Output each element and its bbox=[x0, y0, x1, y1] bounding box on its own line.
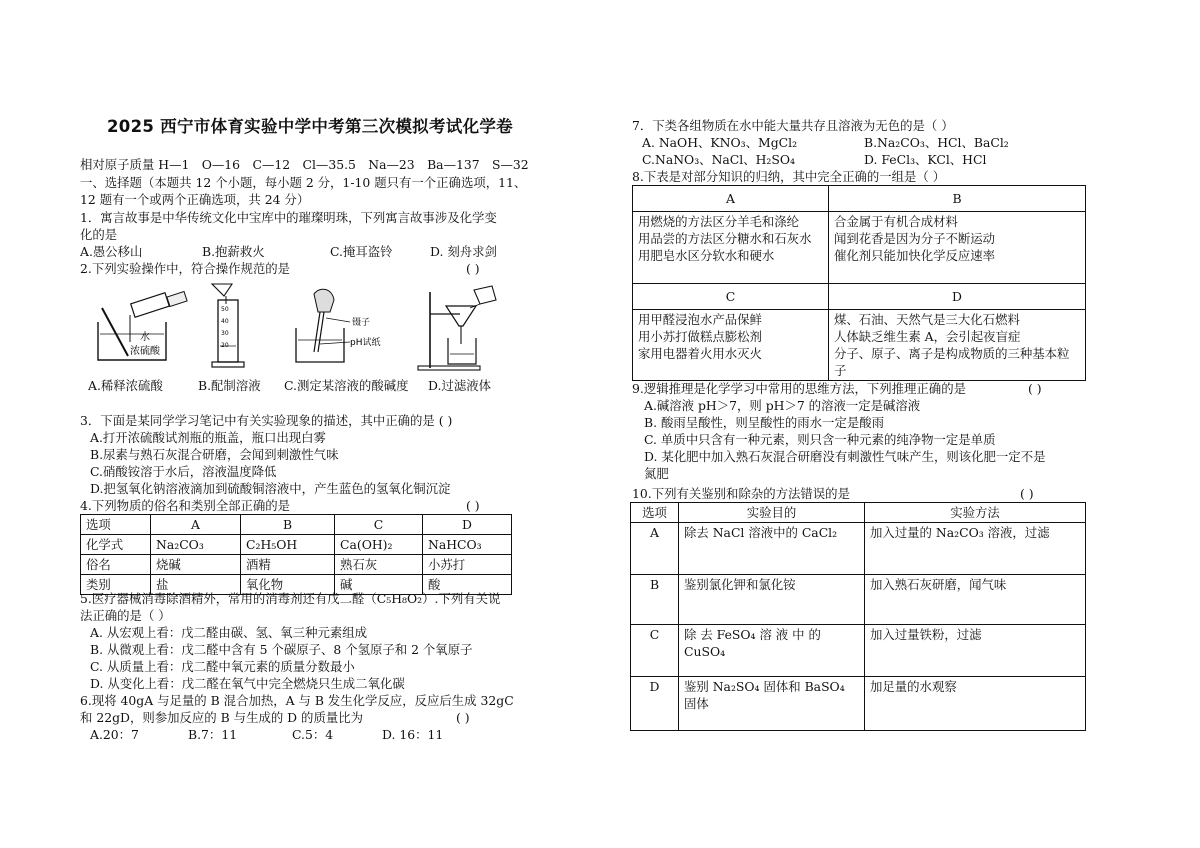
section-heading-line2: 12 题有一个或两个正确选项，共 24 分） bbox=[80, 192, 310, 207]
q5-option-a[interactable]: A. 从宏观上看：戊二醛由碳、氢、氧三种元素组成 bbox=[90, 625, 368, 640]
table-cell: C₂H₅OH bbox=[241, 535, 335, 555]
table-cell: A bbox=[151, 515, 241, 535]
q10-table bbox=[630, 502, 1086, 731]
q10-goal-line2: CuSO₄ bbox=[684, 644, 726, 659]
q8-d-line: 人体缺乏维生素 A，会引起夜盲症 bbox=[834, 329, 1021, 344]
table-row bbox=[631, 677, 1086, 731]
ph-paper-label: pH试纸 bbox=[350, 338, 381, 348]
q2-option-d[interactable]: D.过滤液体 bbox=[428, 378, 491, 393]
filtration-apparatus-icon bbox=[418, 286, 496, 370]
acid-label: 浓硫酸 bbox=[130, 346, 160, 357]
q8-d-line: 分子、原子、离子是构成物质的三种基本粒 bbox=[834, 346, 1070, 361]
table-row bbox=[633, 186, 1086, 212]
q10-row-goal bbox=[679, 677, 865, 731]
q8-a-line: 用燃烧的方法区分羊毛和涤纶 bbox=[638, 214, 800, 229]
q7-option-a[interactable]: A. NaOH、KNO₃、MgCl₂ bbox=[642, 135, 798, 150]
q7-option-d[interactable]: D. FeCl₃、KCl、HCl bbox=[864, 152, 987, 167]
q3-option-a[interactable]: A.打开浓硫酸试剂瓶的瓶盖，瓶口出现白雾 bbox=[90, 430, 326, 445]
q8-head-c: C bbox=[633, 284, 829, 310]
q10-row-method: 加入过量的 Na₂CO₃ 溶液，过滤 bbox=[865, 523, 1086, 575]
q5-stem-line2: 法正确的是（ ） bbox=[80, 608, 171, 623]
q7-option-b[interactable]: B.Na₂CO₃、HCl、BaCl₂ bbox=[864, 135, 1009, 150]
q10-row-method: 加入熟石灰研磨，闻气味 bbox=[865, 575, 1086, 625]
table-row bbox=[81, 535, 512, 555]
q2-apparatus-figure bbox=[88, 282, 508, 374]
q10-row-method: 加入过量铁粉，过滤 bbox=[865, 625, 1086, 677]
q6-stem-line1: 6.现将 40gA 与足量的 B 混合加热，A 与 B 发生化学反应，反应后生成 32gC bbox=[80, 693, 514, 708]
table-cell: 小苏打 bbox=[423, 555, 512, 575]
q3-option-b[interactable]: B.尿素与熟石灰混合研磨，会闻到刺激性气味 bbox=[90, 447, 339, 462]
table-row bbox=[633, 212, 1086, 284]
table-cell: D bbox=[423, 515, 512, 535]
q7-stem: 7．下类各组物质在水中能大量共存且溶液为无色的是（ ） bbox=[632, 118, 954, 133]
q6-option-d[interactable]: D. 16：11 bbox=[382, 727, 444, 742]
q5-option-c[interactable]: C. 从质量上看：戊二醛中氧元素的质量分数最小 bbox=[90, 659, 355, 674]
table-row bbox=[631, 575, 1086, 625]
q10-row-option: B bbox=[631, 575, 679, 625]
q10-goal-line: 除 去 FeSO₄ 溶 液 中 的 bbox=[684, 627, 821, 642]
q10-goal-line: 鉴别氯化钾和氯化铵 bbox=[684, 577, 796, 592]
water-label: 水 bbox=[140, 332, 150, 343]
q10-row-goal bbox=[679, 523, 865, 575]
table-cell: 化学式 bbox=[81, 535, 151, 555]
q10-goal-line: 除去 NaCl 溶液中的 CaCl₂ bbox=[684, 525, 838, 540]
q8-head-d: D bbox=[829, 284, 1086, 310]
q8-c-line: 用小苏打做糕点膨松剂 bbox=[638, 329, 762, 344]
table-row bbox=[81, 515, 512, 535]
q3-stem: 3．下面是某同学学习笔记中有关实验现象的描述，其中正确的是 ( ) bbox=[80, 413, 453, 428]
q8-cell-a bbox=[633, 212, 829, 284]
q1-option-a[interactable]: A.愚公移山 bbox=[80, 244, 143, 259]
table-cell: 选项 bbox=[81, 515, 151, 535]
scale-20: 20 bbox=[221, 342, 229, 349]
q8-d-line: 子 bbox=[834, 363, 847, 378]
q1-stem-line2: 化的是 bbox=[80, 227, 118, 242]
q8-a-line: 用品尝的方法区分糖水和石灰水 bbox=[638, 231, 812, 246]
q9-option-d[interactable]: D. 某化肥中加入熟石灰混合研磨没有刺激性气味产生，则该化肥一定不是 bbox=[644, 449, 1046, 464]
q10-row-method: 加足量的水观察 bbox=[865, 677, 1086, 731]
q3-option-d[interactable]: D.把氢氧化钠溶液滴加到硫酸铜溶液中，产生蓝色的氢氧化铜沉淀 bbox=[90, 481, 451, 496]
q8-cell-b bbox=[829, 212, 1086, 284]
q2-option-a[interactable]: A.稀释浓硫酸 bbox=[88, 378, 163, 393]
table-cell: 酒精 bbox=[241, 555, 335, 575]
scale-30: 30 bbox=[221, 330, 229, 337]
q8-table bbox=[632, 185, 1086, 381]
table-cell: 氧化物 bbox=[241, 575, 335, 595]
q10-row-option: A bbox=[631, 523, 679, 575]
q2-answer-paren: ( ) bbox=[466, 261, 480, 276]
table-cell: 类别 bbox=[81, 575, 151, 595]
q8-head-b: B bbox=[829, 186, 1086, 212]
section-heading-line1: 一、选择题（本题共 12 个小题，每小题 2 分，1-10 题只有一个正确选项，11、 bbox=[80, 175, 527, 190]
q8-a-line: 用肥皂水区分软水和硬水 bbox=[638, 248, 775, 263]
q5-stem-line1: 5.医疗器械消毒除酒精外，常用的消毒剂还有戊二醛（C₅H₈O₂）.下列有关说 bbox=[80, 591, 501, 606]
q1-stem-line1: 1．寓言故事是中华传统文化中宝库中的璀璨明珠，下列寓言故事涉及化学变 bbox=[80, 210, 497, 225]
table-row bbox=[81, 555, 512, 575]
ph-test-apparatus-icon bbox=[296, 289, 350, 362]
scale-50: 50 bbox=[221, 306, 229, 313]
q6-option-c[interactable]: C.5：4 bbox=[292, 727, 334, 742]
q2-option-c[interactable]: C.测定某溶液的酸碱度 bbox=[284, 378, 409, 393]
q8-c-line: 家用电器着火用水灭火 bbox=[638, 346, 762, 361]
q9-option-d-cont: 氮肥 bbox=[644, 466, 669, 481]
table-cell: 烧碱 bbox=[151, 555, 241, 575]
q8-d-line: 煤、石油、天然气是三大化石燃料 bbox=[834, 312, 1020, 327]
q10-stem: 10.下列有关鉴别和除杂的方法错误的是 bbox=[632, 486, 850, 501]
q10-answer-paren: ( ) bbox=[1020, 486, 1034, 501]
q8-cell-d bbox=[829, 310, 1086, 381]
q8-b-line: 闻到花香是因为分子不断运动 bbox=[834, 231, 996, 246]
q2-stem: 2.下列实验操作中，符合操作规范的是 bbox=[80, 261, 291, 276]
table-row bbox=[631, 625, 1086, 677]
q6-option-b[interactable]: B.7：11 bbox=[188, 727, 238, 742]
page-title: 2025 西宁市体育实验中学中考第三次模拟考试化学卷 bbox=[107, 117, 513, 136]
q9-option-c[interactable]: C. 单质中只含有一种元素，则只含一种元素的纯净物一定是单质 bbox=[644, 432, 996, 447]
q10-goal-line: 鉴别 Na₂SO₄ 固体和 BaSO₄ bbox=[684, 679, 845, 694]
table-cell: B bbox=[241, 515, 335, 535]
q7-option-c[interactable]: C.NaNO₃、NaCl、H₂SO₄ bbox=[642, 152, 796, 167]
table-cell: NaHCO₃ bbox=[423, 535, 512, 555]
q8-stem: 8.下表是对部分知识的归纳，其中完全正确的一组是（ ） bbox=[632, 169, 946, 184]
table-row bbox=[633, 284, 1086, 310]
q9-option-a[interactable]: A.碱溶液 pH＞7，则 pH＞7 的溶液一定是碱溶液 bbox=[644, 398, 921, 413]
table-cell: Ca(OH)₂ bbox=[335, 535, 423, 555]
q6-option-a[interactable]: A.20：7 bbox=[90, 727, 139, 742]
table-cell: Na₂CO₃ bbox=[151, 535, 241, 555]
q10-header-goal: 实验目的 bbox=[679, 503, 865, 523]
q6-stem-line2: 和 22gD，则参加反应的 B 与生成的 D 的质量比为 bbox=[80, 710, 364, 725]
q9-option-b[interactable]: B. 酸雨呈酸性，则呈酸性的雨水一定是酸雨 bbox=[644, 415, 885, 430]
q8-b-line: 催化剂只能加快化学反应速率 bbox=[834, 248, 996, 263]
q10-row-option: C bbox=[631, 625, 679, 677]
q5-option-b[interactable]: B. 从微观上看：戊二醛中含有 5 个碳原子、8 个氢原子和 2 个氧原子 bbox=[90, 642, 473, 657]
table-cell: 俗名 bbox=[81, 555, 151, 575]
tweezers-label: 镊子 bbox=[352, 318, 371, 328]
q3-option-c[interactable]: C.硝酸铵溶于水后，溶液温度降低 bbox=[90, 464, 277, 479]
table-cell: 熟石灰 bbox=[335, 555, 423, 575]
table-row bbox=[631, 503, 1086, 523]
q4-table bbox=[80, 514, 512, 595]
q6-answer-paren: ( ) bbox=[456, 710, 470, 725]
q8-b-line: 合金属于有机合成材料 bbox=[834, 214, 958, 229]
table-cell: 碱 bbox=[335, 575, 423, 595]
table-cell: 盐 bbox=[151, 575, 241, 595]
q5-option-d[interactable]: D. 从变化上看：戊二醛在氧气中完全燃烧只生成二氧化碳 bbox=[90, 676, 405, 691]
q1-option-b[interactable]: B.抱薪救火 bbox=[202, 244, 265, 259]
table-row bbox=[633, 310, 1086, 381]
q1-option-c[interactable]: C.掩耳盗铃 bbox=[330, 244, 393, 259]
q10-row-goal bbox=[679, 625, 865, 677]
q4-stem: 4.下列物质的俗名和类别全部正确的是 bbox=[80, 498, 291, 513]
q10-goal-line2: 固体 bbox=[684, 696, 709, 711]
table-cell: C bbox=[335, 515, 423, 535]
q1-option-d[interactable]: D. 刻舟求剑 bbox=[430, 244, 497, 259]
q8-cell-c bbox=[633, 310, 829, 381]
q10-row-option: D bbox=[631, 677, 679, 731]
graduated-cylinder-icon bbox=[212, 284, 244, 367]
atomic-mass-line: 相对原子质量 H—1 O—16 C—12 Cl—35.5 Na—23 Ba—137 S—32 bbox=[80, 157, 529, 172]
q10-row-goal bbox=[679, 575, 865, 625]
q2-option-b[interactable]: B.配制溶液 bbox=[198, 378, 261, 393]
q8-c-line: 用甲醛浸泡水产品保鲜 bbox=[638, 312, 762, 327]
q10-header-method: 实验方法 bbox=[865, 503, 1086, 523]
q9-answer-paren: ( ) bbox=[1028, 381, 1042, 396]
q9-stem: 9.逻辑推理是化学学习中常用的思维方法，下列推理正确的是 bbox=[632, 381, 966, 396]
scale-40: 40 bbox=[221, 318, 229, 325]
table-cell: 酸 bbox=[423, 575, 512, 595]
q4-answer-paren: ( ) bbox=[466, 498, 480, 513]
q10-header-option: 选项 bbox=[631, 503, 679, 523]
table-row bbox=[631, 523, 1086, 575]
q8-head-a: A bbox=[633, 186, 829, 212]
